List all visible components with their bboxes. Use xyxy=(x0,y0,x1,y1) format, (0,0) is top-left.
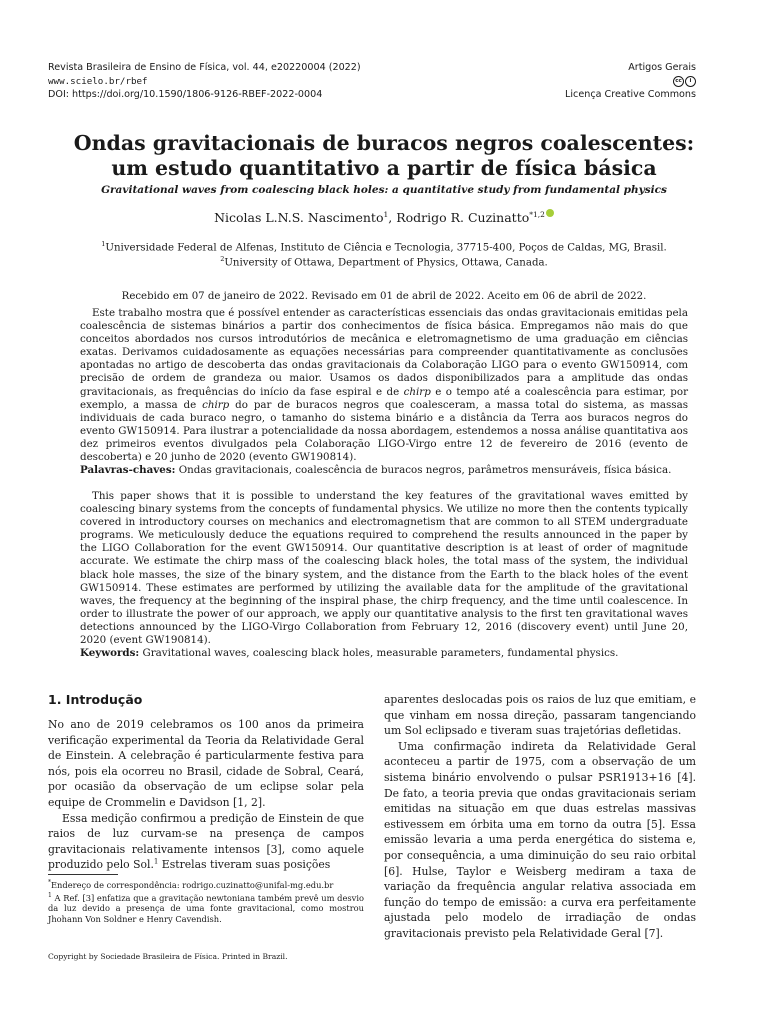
affiliation-2-sup: 2 xyxy=(220,255,225,263)
affiliation-2 xyxy=(48,255,720,268)
footnote-correspondence xyxy=(48,878,364,891)
intro-paragraph-2 xyxy=(48,811,364,873)
footnote-text[interactable]: Endereço de correspondência: rodrigo.cuzinatto@unifal-mg.edu.br xyxy=(51,879,334,890)
footnotes xyxy=(48,878,364,925)
chirp-term: chirp xyxy=(202,398,230,411)
keywords-pt-text: Ondas gravitacionais, coalescência de buracos negros, parâmetros mensuráveis, física básica. xyxy=(175,464,672,477)
copyright-notice: Copyright by Sociedade Brasileira de Física. Printed in Brazil. xyxy=(48,952,288,961)
author-2: Rodrigo R. Cuzinatto xyxy=(396,210,530,225)
cc-by-icon: i xyxy=(685,76,696,87)
abstract-pt-part-3: do par de buracos negros que coalesceram, a massa total do sistema, as massas individuais de cada buraco negro, o tamanho do sistema binário e a distância da Terra aos buracos negros do evento GW150914. Para ilustrar a potencialidade da nossa abordagem, estendemos a nossa análise quantitativa aos dez primeiros eventos divulgados pela Colaboração LIGO-Virgo entre 12 de fevereiro de 2016 (evento de descoberta) e 20 junho de 2020 (evento GW190814). xyxy=(80,398,688,464)
cc-license-icons[interactable] xyxy=(565,75,696,89)
abstract-pt-part-1: Este trabalho mostra que é possível entender as características essenciais das ondas gravitacionais emitidas pela coalescência de sistemas binários a partir dos conhecimentos de física básica. Empregamos não mais do que conceitos abordados nos cursos introdutórios de mecânica e eletromagnetismo de uma graduação em ciências exatas. Derivamos cuidadosamente as equações necessárias para compreender quantitativamente as conclusões apontadas no artigo de descoberta das ondas gravitacionais da Colaboração LIGO para o evento GW150914, com precisão de ordem de grandeza ou maior. Usamos os dados disponibilizados para a amplitude das ondas gravitacionais, as frequências do início da fase espiral e de xyxy=(80,307,688,398)
cc-icon: cc xyxy=(673,76,684,87)
right-column xyxy=(384,692,696,942)
left-column xyxy=(48,717,364,873)
keywords-portuguese xyxy=(80,464,688,477)
article-title xyxy=(48,131,720,181)
article-section: Artigos Gerais xyxy=(628,62,696,73)
header-right xyxy=(565,61,696,102)
intro-paragraph-2-text: Essa medição confirmou a predição de Einstein de que raios de luz curvam-se na presença de campos gravitacionais relativamente intensos [3], como aquele produzido pelo Sol. xyxy=(48,811,364,872)
article-subtitle: Gravitational waves from coalescing black holes: a quantitative study from fundamental physics xyxy=(101,184,667,196)
intro-paragraph-1: No ano de 2019 celebramos os 100 anos da primeira verificação experimental da Teoria da Relatividade Geral de Einstein. A celebração é particularmente festiva para nós, pois ela ocorreu no Brasil, cidade de Sobral, Ceará, por ocasião da observação de um eclipse solar pela equipe de Crommelin e Davidson [1, 2]. xyxy=(48,718,364,809)
footnote-mark: * xyxy=(48,879,51,886)
doi-link[interactable]: DOI: https://doi.org/10.1590/1806-9126-RBEF-2022-0004 xyxy=(48,89,323,100)
affiliation-1-sup: 1 xyxy=(101,240,106,248)
affiliation-2-text: University of Ottawa, Department of Physics, Ottawa, Canada. xyxy=(224,257,548,269)
keywords-pt-label: Palavras-chaves: xyxy=(80,464,176,477)
author-1-affil: 1 xyxy=(383,209,389,219)
affiliation-1 xyxy=(48,240,720,253)
orcid-icon[interactable] xyxy=(546,209,554,217)
keywords-en-text: Gravitational waves, coalescing black holes, measurable parameters, fundamental physics. xyxy=(139,647,619,660)
right-paragraph-1: aparentes deslocadas pois os raios de luz que emitiam, e que vinham em nossa direção, passaram tangenciando um Sol eclipsado e tiveram suas trajetórias defletidas. xyxy=(384,693,696,738)
author-list xyxy=(48,209,720,225)
author-separator: , xyxy=(388,210,397,225)
abstract-en-body: This paper shows that it is possible to understand the key features of the gravitational waves emitted by coalescing binary systems from the concepts of fundamental physics. We utilize no more then the contents typically covered in introductory courses on mechanics and electromagnetism that are common to all STEM undergraduate programs. We meticulously deduce the equations required to comprehend the results announced in the paper by the LIGO Collaboration for the event GW150914. Our quantitative description is at least of order of magnitude accurate. We estimate the chirp mass of the coalescing black holes, the total mass of the system, the individual black hole masses, the size of the binary system, and the distance from the Earth to the black holes of the event GW150914. These estimates are performed by utilizing the available data for the amplitude of the gravitational waves, the frequency at the beginning of the inspiral phase, the chirp frequency, and the time until coalescence. In order to illustrate the power of our approach, we apply our quantitative analysis to the first ten gravitational waves detections announced by the LIGO-Virgo Collaboration from February 12, 2016 (discovery event) until June 20, 2020 (event GW190814). xyxy=(80,490,688,647)
footnote-ref-1[interactable]: 1 xyxy=(153,857,159,866)
keywords-en-label: Keywords: xyxy=(80,647,140,660)
footnote-text: A Ref. [3] enfatiza que a gravitação newtoniana também prevê um desvio da luz devido a presença de uma fonte gravitacional, como mostrou Jhohann Von Soldner e Henry Cavendish. xyxy=(48,892,364,924)
author-2-affil: *1,2 xyxy=(529,209,545,219)
affiliation-1-text: Universidade Federal de Alfenas, Instituto de Ciência e Tecnologia, 37715-400, Poços de Caldas, MG, Brasil. xyxy=(105,242,667,254)
intro-paragraph-2-end: Estrelas tiveram suas posições xyxy=(158,858,331,872)
abstract-english xyxy=(80,490,688,660)
keywords-english xyxy=(80,647,688,660)
section-heading: 1. Introdução xyxy=(48,692,143,707)
footnote-1 xyxy=(48,891,364,925)
footnote-divider xyxy=(48,874,118,875)
journal-citation: Revista Brasileira de Ensino de Física, vol. 44, e20220004 (2022) xyxy=(48,62,361,73)
abstract-portuguese xyxy=(80,307,688,477)
right-paragraph-2: Uma confirmação indireta da Relatividade Geral aconteceu a partir de 1975, com a observação de um sistema binário envolvendo o pulsar PSR1913+16 [4]. De fato, a teoria previa que ondas gravitacionais seriam emitidas na situação em que duas estrelas massivas estivessem em órbita uma em torno da outra [5]. Essa emissão levaria a uma perda energética do sistema e, por consequência, a uma diminuição do seu raio orbital [6]. Hulse, Taylor e Weisberg mediram a taxa de variação da frequência angular relativa associada em função do tempo de emissão: a curva era perfeitamente ajustada pelo modelo de irradiação de ondas gravitacionais previsto pela Relatividade Geral [7]. xyxy=(384,739,696,940)
license-link[interactable]: Licença Creative Commons xyxy=(565,89,696,100)
chirp-term: chirp xyxy=(403,385,431,398)
journal-url[interactable]: www.scielo.br/rbef xyxy=(48,75,148,87)
title-line-2: um estudo quantitativo a partir de física básica xyxy=(111,156,657,180)
header-left xyxy=(48,61,361,102)
submission-dates: Recebido em 07 de janeiro de 2022. Revisado em 01 de abril de 2022. Aceito em 06 de abril de 2022. xyxy=(121,291,647,302)
title-line-1: Ondas gravitacionais de buracos negros coalescentes: xyxy=(73,131,695,155)
abstract-pt-part-2: e o tempo até a coalescência para estimar, por exemplo, a massa de xyxy=(80,385,688,411)
footnote-mark: 1 xyxy=(48,891,52,899)
abstract-pt-body xyxy=(80,307,688,464)
author-1: Nicolas L.N.S. Nascimento xyxy=(214,210,384,225)
